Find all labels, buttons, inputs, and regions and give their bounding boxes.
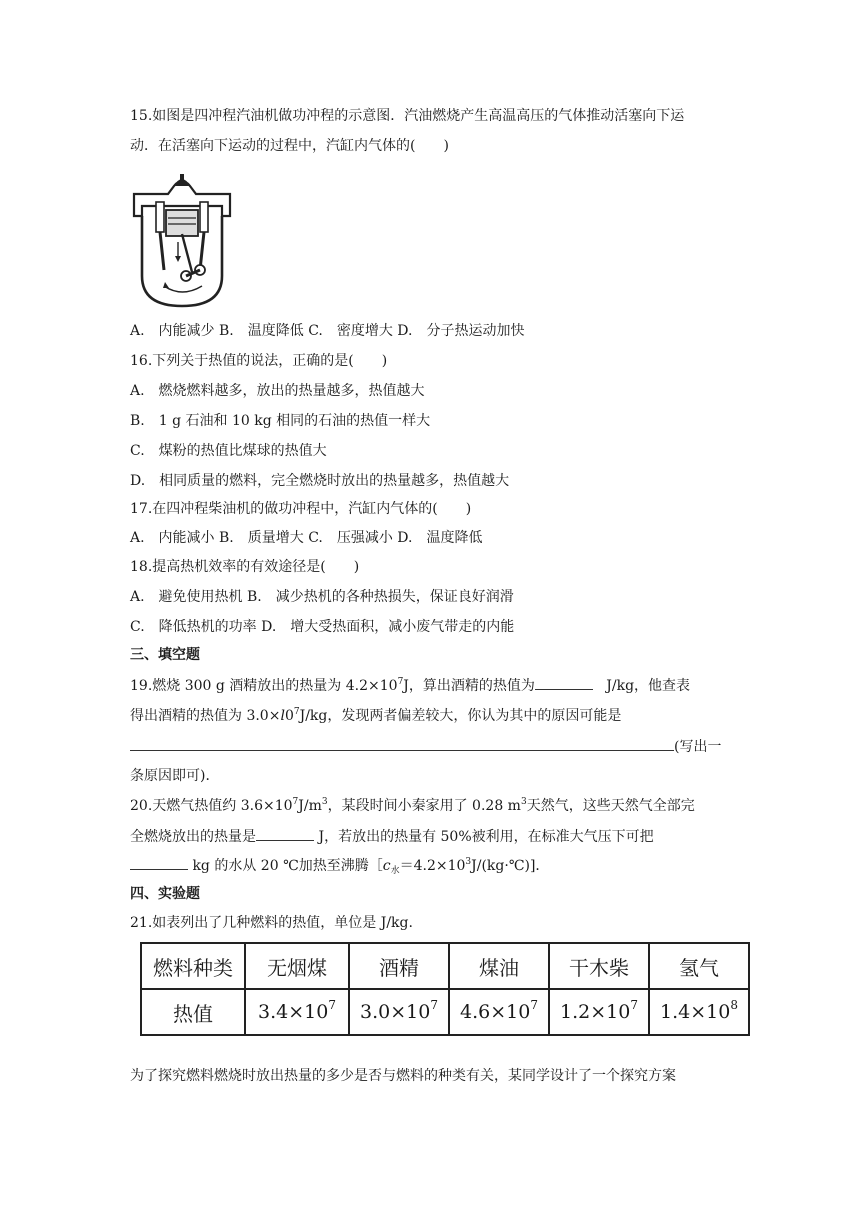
table-cell: $4.6\times 10^7$ xyxy=(449,989,549,1035)
q20-line2: 全燃烧放出的热量是 J，若放出的热量有 50%被利用，在标准大气压下可把 xyxy=(130,826,654,847)
table-header-cell: 燃料种类 xyxy=(141,943,245,989)
q17-options: A. 内能减小 B. 质量增大 C. 压强减小 D. 温度降低 xyxy=(130,530,483,546)
table-row xyxy=(141,989,749,1035)
q16-option-c: C. 煤粉的热值比煤球的热值大 xyxy=(130,443,327,459)
q19-line4: 条原因即可)． xyxy=(130,768,220,784)
q19-line3: (写出一 xyxy=(130,736,721,757)
q20-line3: kg 的水从 20 ℃加热至沸腾$[c_水=4.2\times 10^3J/(kg\cdot℃)$]． xyxy=(130,855,549,876)
q16-option-b: B. 1 g 石油和 10 kg 相同的石油的热值一样大 xyxy=(130,413,431,429)
table-cell: $1.4\times 10^8$ xyxy=(649,989,749,1035)
table-cell: $1.2\times 10^7$ xyxy=(549,989,649,1035)
q20-blank-2[interactable] xyxy=(130,855,188,870)
q19-blank-2[interactable] xyxy=(130,736,674,751)
section-heading-fill-in: 三、填空题 xyxy=(130,647,200,663)
table-header-cell: 无烟煤 xyxy=(245,943,349,989)
q18-options-ab: A. 避免使用热机 B. 减少热机的各种热损失，保证良好润滑 xyxy=(130,589,514,605)
table-cell: $3.0\times 10^7$ xyxy=(349,989,449,1035)
table-header-cell: 煤油 xyxy=(449,943,549,989)
q19-line1: 19.燃烧 300 g 酒精放出的热量为 $4.2\times 10^7J$，算出酒精的热值为 J/kg，他查表 xyxy=(130,677,691,694)
q19-blank-1[interactable] xyxy=(535,675,593,690)
q15-stem-line2: 动．在活塞向下运动的过程中，汽缸内气体的( ) xyxy=(130,138,449,154)
q17-stem: 17.在四冲程柴油机的做功冲程中，汽缸内气体的( ) xyxy=(130,501,472,517)
section-heading-experiment: 四、实验题 xyxy=(130,886,200,902)
q16-option-a: A. 燃烧燃料越多，放出的热量越多，热值越大 xyxy=(130,383,425,399)
q20-line1: 20.天燃气热值约 $3.6\times 10^7J/m^3$，某段时间小秦家用了 0.28 $m^3$天然气，这些天然气全部完 xyxy=(130,797,695,814)
four-stroke-engine-diagram-icon xyxy=(130,172,235,310)
table-header-cell: 氢气 xyxy=(649,943,749,989)
q16-stem: 16.下列关于热值的说法，正确的是( ) xyxy=(130,353,388,369)
q18-stem: 18.提高热机效率的有效途径是( ) xyxy=(130,559,360,575)
q16-option-d: D. 相同质量的燃料，完全燃烧时放出的热量越多，热值越大 xyxy=(130,473,510,489)
table-header-cell: 干木柴 xyxy=(549,943,649,989)
q21-stem: 21.如表列出了几种燃料的热值，单位是 J/kg. xyxy=(130,915,413,931)
q15-stem-line1: 15.如图是四冲程汽油机做功冲程的示意图．汽油燃烧产生高温高压的气体推动活塞向下运 xyxy=(130,108,685,124)
q21-after-text: 为了探究燃料燃烧时放出热量的多少是否与燃料的种类有关，某同学设计了一个探究方案 xyxy=(130,1068,676,1084)
table-cell: $3.4\times 10^7$ xyxy=(245,989,349,1035)
q18-options-cd: C. 降低热机的功率 D. 增大受热面积，减小废气带走的内能 xyxy=(130,619,515,635)
table-row-label: 热值 xyxy=(141,989,245,1035)
q19-line2: 得出酒精的热值为 $3.0\times l0^7J/kg$，发现两者偏差较大，你认为其中的原因可能是 xyxy=(130,707,622,724)
fuel-heat-value-table xyxy=(140,942,750,1036)
table-header-cell: 酒精 xyxy=(349,943,449,989)
table-header-row xyxy=(141,943,749,989)
q15-options: A. 内能减少 B. 温度降低 C. 密度增大 D. 分子热运动加快 xyxy=(130,323,525,339)
q20-blank-1[interactable] xyxy=(256,826,314,841)
